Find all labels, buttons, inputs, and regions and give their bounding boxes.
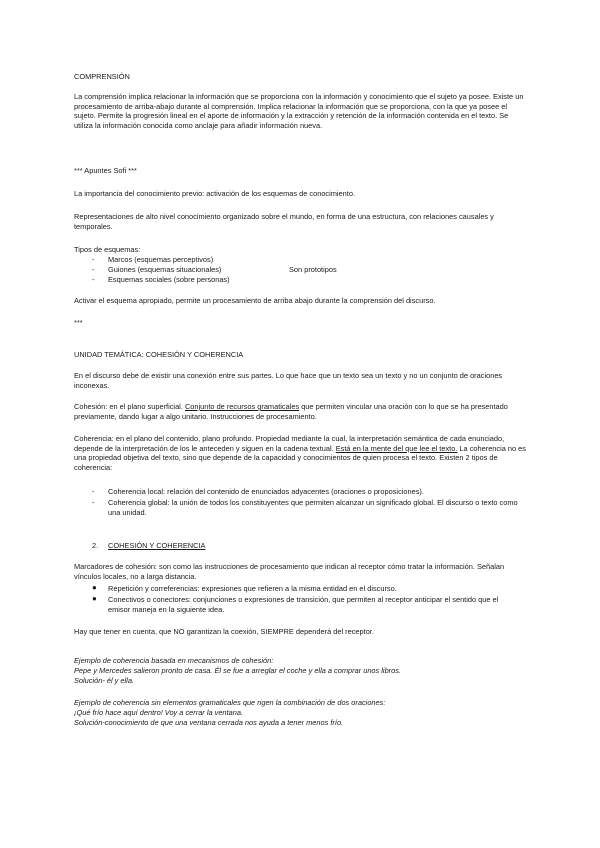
paragraph-activar: Activar el esquema apropiado, permite un procesamiento de arriba abajo durante la comprensión del discurso. [74,296,436,305]
example-2-text: ¡Qué frío hace aquí dentro! Voy a cerrar la ventana. [74,708,243,717]
dash-bullet: - [92,255,95,264]
dash-bullet: - [92,265,95,274]
example-1-title: Ejemplo de coherencia basada en mecanismos de cohesión: [74,656,274,665]
paragraph-marcadores: Marcadores de cohesión: son como las instrucciones de procesamiento que indican al receptor cómo tratar la información. Señalan vínculos locales, no a larga distancia. [74,562,505,581]
coherencia-post: La coherencia no es una propiedad objetiva del texto, sino que depende de la capacidad y conocimientos de quien procesa el texto. Existen 2 tipos de coherencia: [74,443,526,472]
list-item-text: Esquemas sociales (sobre personas) [108,275,230,284]
apuntes-header: *** Apuntes Sofi *** [74,166,137,175]
example-2-solution: Solución-conocimiento de que una ventana cerrada nos ayuda a tener menos frío. [74,718,344,727]
section-title: COHESIÓN Y COHERENCIA [108,541,206,550]
paragraph-representaciones: Representaciones de alto nivel conocimiento organizado sobre el mundo, en forma de una estructura, con relaciones causales y temporales. [74,212,494,231]
tipos-label: Tipos de esquemas: [74,245,141,254]
prototipos-note: Son prototipos [289,265,337,274]
dash-bullet: - [92,275,95,284]
heading-comprension: COMPRENSIÓN [74,72,130,81]
list-item-text: Coherencia global: la unión de todos los constituyentes que permiten alcanzar un significado global. El discurso o texto como una unidad. [108,498,518,517]
dot-bullet: ● [92,583,97,592]
example-2-title: Ejemplo de coherencia sin elementos gramaticales que rigen la combinación de dos oraciones: [74,698,386,707]
cohesion-post: que permiten vincular una oración con lo que se ha presentado previamente, dando lugar a algo unitario. Instrucciones de procesamiento. [74,402,508,421]
dash-bullet: - [92,487,95,496]
cohesion-pre: Cohesión: en el plano superficial. [74,402,185,411]
list-item-text: Repetición y correferencias: expresiones que refieren a la misma entidad en el discurso. [108,584,397,593]
paragraph-cohesion [74,402,526,421]
list-item-text: Coherencia local: relación del contenido de enunciados adyacentes (oraciones o proposiciones). [108,487,424,496]
heading-unidad: UNIDAD TEMÁTICA: COHESIÓN Y COHERENCIA [74,350,244,359]
paragraph-comprension: La comprensión implica relacionar la información que se proporciona con la información y conocimiento que el sujeto ya posee. Existe un procesamiento de arriba-abajo durante al comprensión. Implica relacionar la información que se proporciona, con la que ya posee el sujeto. Permite la progresión lineal en el aporte de información y la extracción y retención de la información contenida en el texto. Se utiliza la información conocida como anclaje para añadir información nueva. [74,92,524,130]
cohesion-underlined: Conjunto de recursos gramaticales [184,402,300,411]
list-item-text: Conectivos o conectores: conjunciones o expresiones de transición, que permiten al receptor anticipar el sentido que el emisor maneja en la siguiente idea. [108,595,499,614]
section-number: 2. [92,541,99,550]
coherencia-pre: Coherencia: en el plano del contenido, plano profundo. Propiedad mediante la cual, la interpretación semántica de cada enunciado, depende de la interpretación de los le anteceden y siguen en la cadena textual. [74,434,505,453]
example-1-solution: Solución- él y ella. [74,676,134,685]
dot-bullet: ● [92,594,97,603]
paragraph-discurso: En el discurso debe de existir una conexión entre sus partes. Lo que hace que un texto sea un texto y no un conjunto de oraciones inconexas. [74,371,503,390]
coherencia-underlined: Está en la mente del que lee el texto. [335,443,458,453]
dash-bullet: - [92,498,95,507]
paragraph-importancia: La importancia del conocimiento previo: activación de los esquemas de conocimiento. [74,189,355,198]
separator: *** [74,318,83,327]
list-item-text: Guiones (esquemas situacionales) [108,265,222,274]
list-item-text: Marcos (esquemas perceptivos) [108,255,214,264]
paragraph-coherencia [74,434,526,472]
example-1-text: Pepe y Mercedes salieron pronto de casa. Él se fue a arreglar el coche y ella a comprar unos libros. [74,666,401,675]
paragraph-nota: Hay que tener en cuenta, que NO garantizan la coexión, SIEMPRE dependerá del receptor. [74,627,374,636]
